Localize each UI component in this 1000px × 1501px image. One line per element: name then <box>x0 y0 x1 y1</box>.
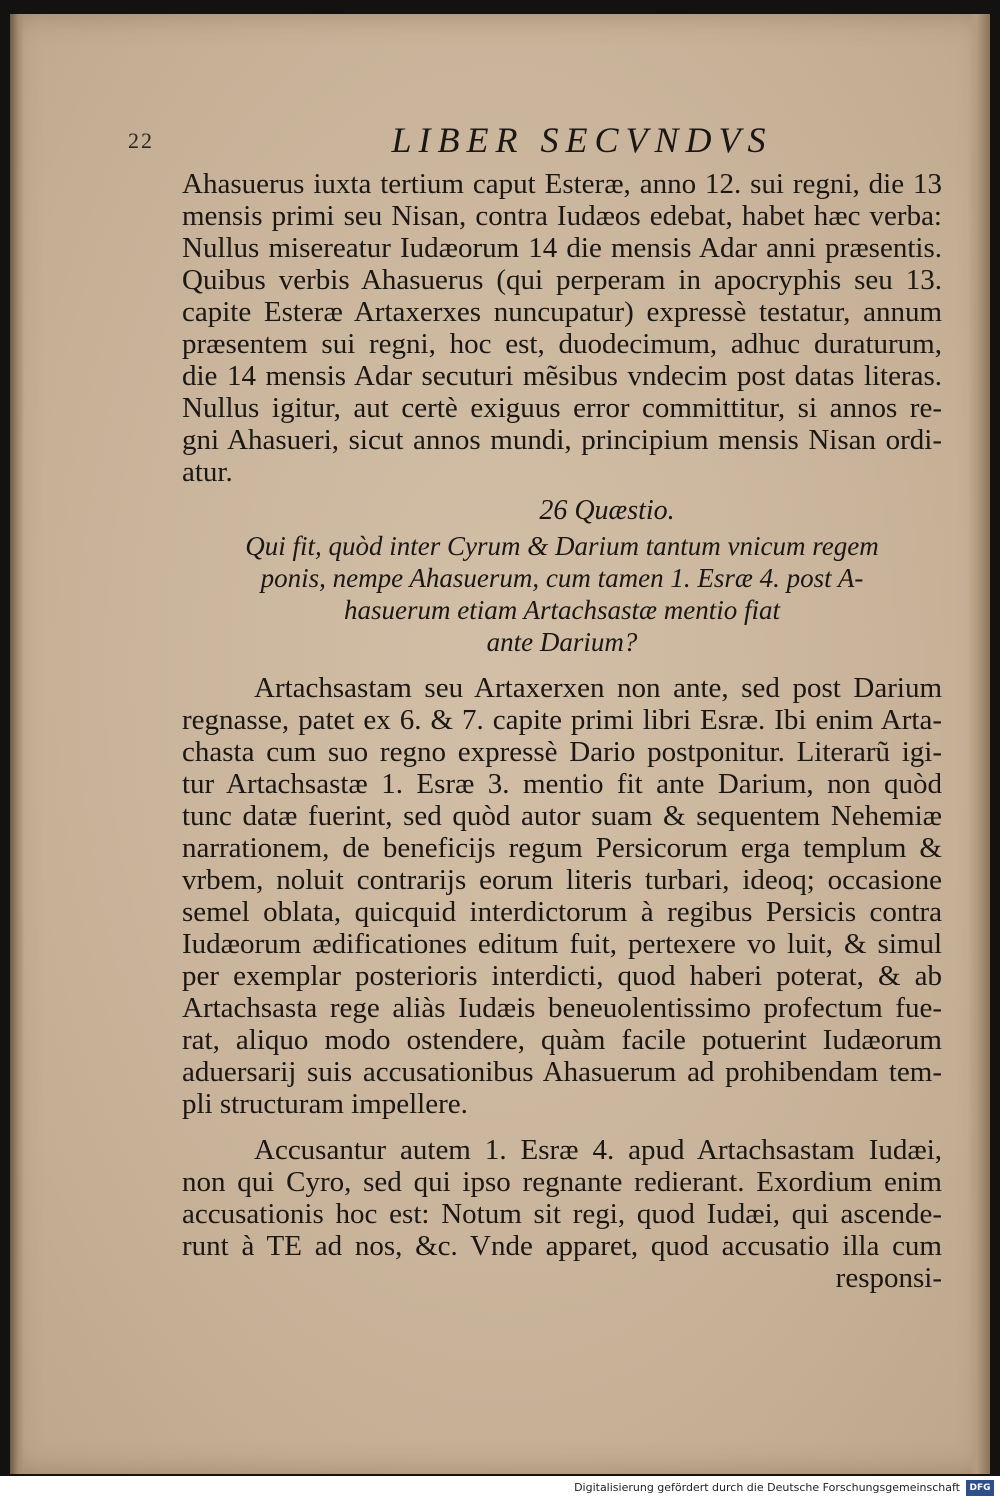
text-line: narrationem, de beneficijs regum Persicorum erga templum & <box>182 832 942 864</box>
text-line: Iudæorum ædificationes editum fuit, pertexere vo luit, & simul <box>182 928 942 960</box>
text-line: gni Ahasueri, sicut annos mundi, principium mensis Nisan ordi- <box>182 424 942 456</box>
question-line: Qui fit, quòd inter Cyrum & Darium tantum vnicum regem <box>245 531 879 561</box>
question-line: hasuerum etiam Artachsastæ mentio fiat <box>344 595 780 625</box>
catchword: responsi- <box>835 1262 942 1294</box>
paragraph-1 <box>182 168 942 488</box>
dfg-logo: DFG <box>966 1480 994 1496</box>
text-line: pli structuram impellere. <box>182 1088 468 1120</box>
question-number: 26 Quæstio. <box>539 495 675 526</box>
digitization-footer <box>0 1476 1000 1501</box>
text-line: runt à TE ad nos, &c. Vnde apparet, quod accusatio illa cum <box>182 1230 942 1262</box>
question-line: ponis, nempe Ahasuerum, cum tamen 1. Esræ 4. post A- <box>260 563 864 593</box>
page-right-edge <box>968 14 990 1474</box>
text-line: præsentem sui regni, hoc est, duodecimum, adhuc duraturum, <box>182 328 942 360</box>
question-heading <box>182 530 942 658</box>
text-line: semel oblata, quicquid interdictorum à regibus Persicis contra <box>182 896 942 928</box>
paragraph-3 <box>182 1134 942 1294</box>
text-line: Artachsasta rege aliàs Iudæis beneuolentissimo profectum fue- <box>182 992 942 1024</box>
text-line: aduersarij suis accusationibus Ahasuerum ad prohibendam tem- <box>182 1056 942 1088</box>
folio-number: 22 <box>128 128 154 153</box>
text-line: tur Artachsastæ 1. Esræ 3. mentio fit ante Darium, non quòd <box>182 768 942 800</box>
text-line: per exemplar posterioris interdicti, quod haberi poterat, & ab <box>182 960 942 992</box>
text-line: die 14 mensis Adar secuturi mẽsibus vndecim post datas literas. <box>182 360 942 392</box>
text-line: Nullus igitur, aut certè exiguus error committitur, si annos re- <box>182 392 942 424</box>
footer-credit: Digitalisierung gefördert durch die Deutsche Forschungsgemeinschaft <box>574 1481 960 1494</box>
page-text <box>182 118 942 1294</box>
paragraph-2 <box>182 672 942 1120</box>
text-line: accusationis hoc est: Notum sit regi, quod Iudæi, qui ascende- <box>182 1198 942 1230</box>
text-line: Nullus misereatur Iudæorum 14 die mensis Adar anni præsentis. <box>182 232 942 264</box>
text-line: capite Esteræ Artaxerxes nuncupatur) expressè testatur, annum <box>182 296 942 328</box>
text-line: Ahasuerus iuxta tertium caput Esteræ, anno 12. sui regni, die 13 <box>182 168 942 200</box>
running-head: LIBER SECVNDVS <box>391 120 773 160</box>
text-line: Accusantur autem 1. Esræ 4. apud Artachsastam Iudæi, <box>254 1134 942 1166</box>
text-line: mensis primi seu Nisan, contra Iudæos edebat, habet hæc verba: <box>182 200 942 232</box>
page-left-edge <box>10 14 24 1474</box>
text-line: non qui Cyro, sed qui ipso regnante redierant. Exordium enim <box>182 1166 942 1198</box>
text-line: atur. <box>182 456 233 488</box>
text-line: rat, aliquo modo ostendere, quàm facile potuerint Iudæorum <box>182 1024 942 1056</box>
text-line: tunc datæ fuerint, sed quòd autor suam & sequentem Nehemiæ <box>182 800 942 832</box>
text-line: vrbem, noluit contrarijs eorum literis turbari, ideoq; occasione <box>182 864 942 896</box>
text-line: chasta cum suo regno expressè Dario postponitur. Literarũ igi- <box>182 736 942 768</box>
question-line: ante Darium? <box>486 627 638 657</box>
text-line: regnasse, patet ex 6. & 7. capite primi libri Esræ. Ibi enim Arta- <box>182 704 942 736</box>
text-line: Artachsastam seu Artaxerxen non ante, sed post Darium <box>254 672 942 704</box>
text-line: Quibus verbis Ahasuerus (qui perperam in apocryphis seu 13. <box>182 264 942 296</box>
